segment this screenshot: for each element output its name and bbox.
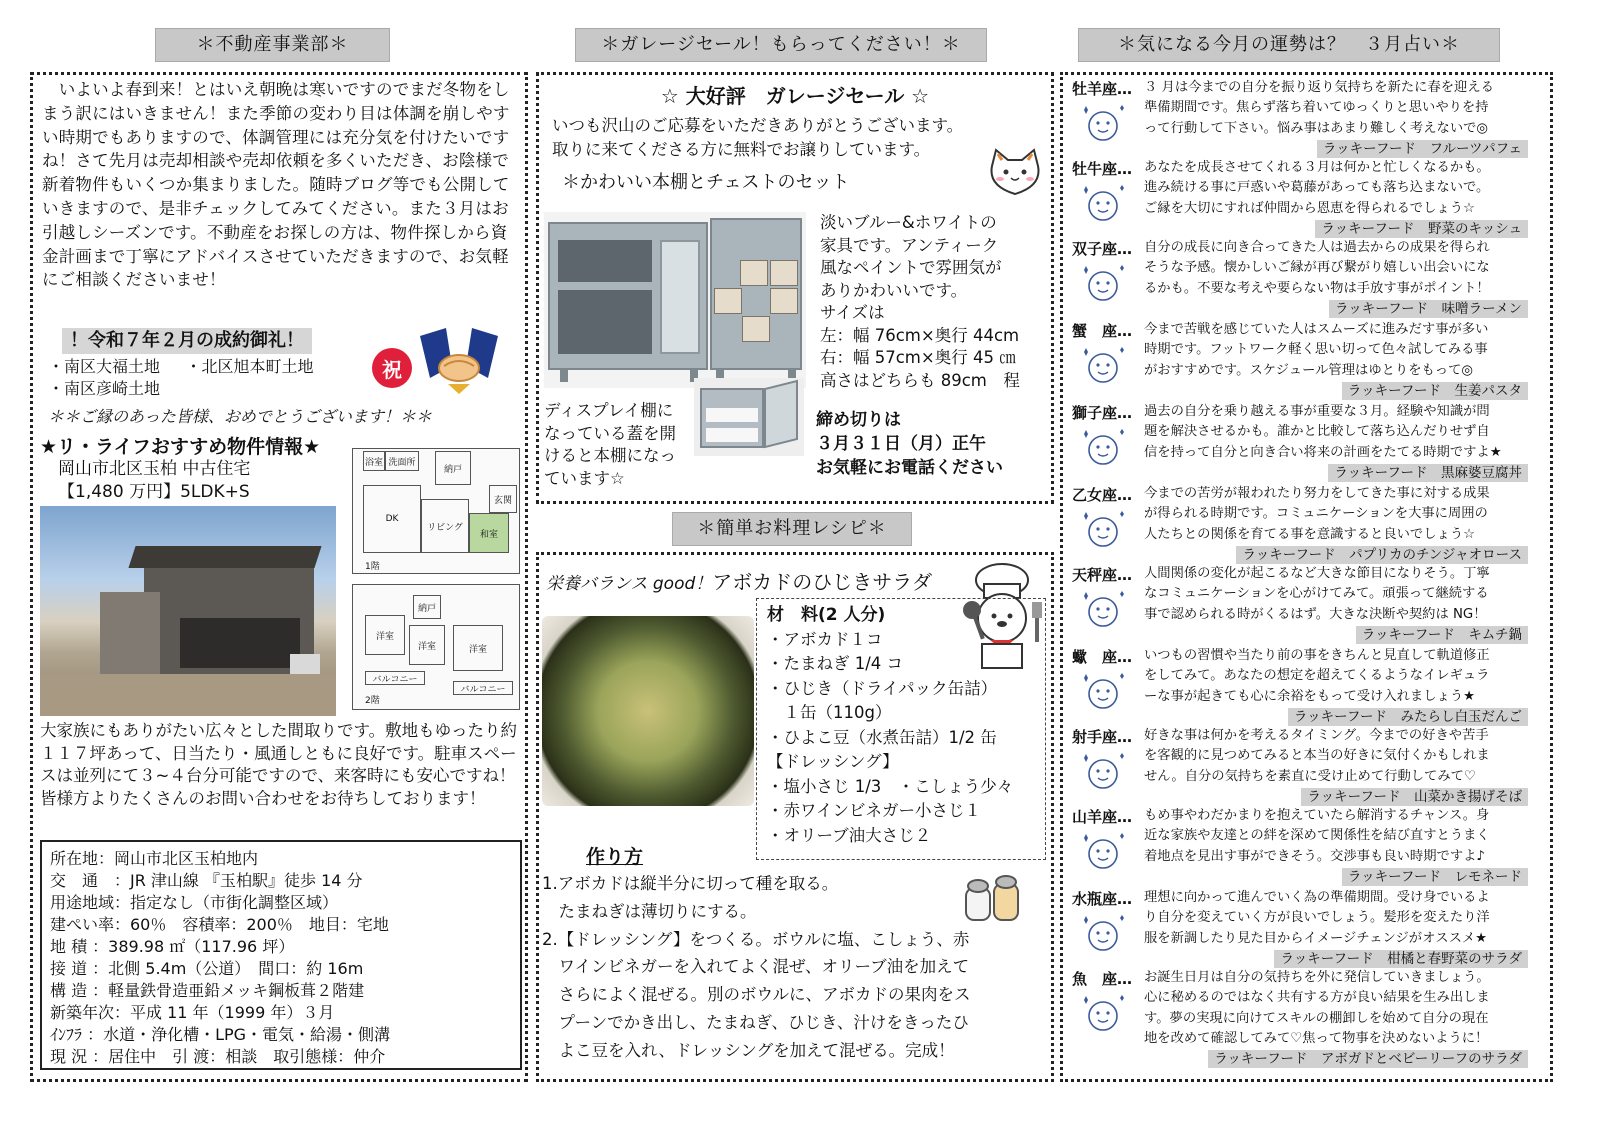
fortune-line: ３ 月は今までの自分を振り返り気持ちを新たに春を迎える [1144,80,1494,95]
taurus-icon [1078,182,1128,228]
property-title: ★リ・ライフおすすめ物件情報★ [40,436,321,458]
lucky-food: ラッキーフード フルーツパフェ [1317,140,1528,158]
sign-name: 蠍 座… [1072,648,1133,666]
intro-line: 取りに来てくださる方に無料でお譲りしています。 [552,140,931,159]
sign-fortune [1144,564,1536,625]
sign-name: 射手座… [1072,728,1133,746]
step-line: よこ豆を入れ、ドレッシングを加えて混ぜる。完成！ [542,1040,955,1060]
fortune-line: そうな予感。懐かしいご縁が再び繋がり嬉しい出会いにな [1144,260,1490,276]
sagittarius-icon [1078,750,1128,796]
ingredient: ・ひよこ豆（水煮缶詰）1/2 缶 [767,727,997,747]
sign-fortune [1144,78,1536,139]
horoscope-entry [1062,78,1542,158]
floor1-label: 1階 [365,562,380,572]
detail-line: 構 造 ：軽量鉄骨造亜鉛メッキ鋼板葺２階建 [50,981,365,1000]
ingredients-title: 材 料(2 人分) [767,605,886,625]
desc-line: サイズは [820,303,885,322]
step-line: たまねぎは薄切りにする。 [542,901,757,921]
desc-line: ありかわいいです。 [820,280,968,300]
detail-line: 交 通 ：JR 津山線 『玉柏駅』徒歩 14 分 [50,871,363,890]
sign-fortune [1144,726,1536,787]
lucky-food: ラッキーフード みたらし白玉だんご [1288,708,1528,726]
fortune-line: 人間関係の変化が起こるなど大きな節目になりそう。丁寧 [1144,566,1490,581]
horoscope-entry [1062,484,1542,564]
fortune-line: す。夢の実現に向けてスキルの棚卸しを始めて自分の現在 [1144,1010,1489,1026]
plan-room: DK [363,485,421,553]
ingredient: ・オリーブ油大さじ２ [767,825,932,845]
fortune-line: を客観的に見つめてみると本当の好きに気付くかもしれま [1144,748,1490,764]
fortune-line: って行動して下さい。悩み事はあまり難しく考えないで◎ [1144,120,1489,136]
horoscope-entry [1062,564,1542,644]
celebration-badge-icon [372,348,412,388]
lucky-food: ラッキーフード キムチ鍋 [1356,626,1528,644]
horoscope-entry [1062,968,1542,1068]
salad-photo [542,616,754,806]
step-line: さらによく混ぜる。別のボウルに、アボカドの果肉をス [542,985,971,1005]
horoscope-entry [1062,402,1542,482]
fortune-line: がおすすめです。スケジュール管理はゆとりをもって◎ [1144,362,1473,378]
fortune-line: 着地点を見出す事ができそう。交渉事も良い時期ですよ♪ [1144,848,1485,864]
plan-room: 玄関 [489,485,517,513]
step-line: 2.【ドレッシング】をつくる。ボウルに塩、こしょう、赤 [542,929,970,949]
fortune-line: 今まで苦戦を感じていた人はスムーズに進みだす事が多い [1144,322,1489,337]
scorpio-icon [1078,670,1128,716]
sign-name: 双子座… [1072,240,1133,258]
sign-fortune [1144,320,1536,381]
virgo-icon [1078,508,1128,554]
note-line: けると本棚になっ [544,446,676,465]
fortune-line: 進み続ける事に戸惑いや葛藤があっても落ち込まないで。 [1144,180,1490,196]
fortune-line: 準備期間です。焦らず落ち着いてゆっくりと思いやりを持 [1144,100,1489,116]
sign-name: 牡羊座… [1072,80,1133,98]
capricorn-icon [1078,830,1128,876]
ingredient: ・赤ワインビネガー小さじ１ [767,801,982,820]
horoscope-entry [1062,726,1542,806]
intro-line: いつも沢山のご応募をいただきありがとうございます。 [552,116,964,135]
fortune-line: をしてみて。あなたの想定を超えてくるようなイレギュラ [1144,668,1490,684]
deal-item: ・南区彦崎土地 [48,379,161,398]
aries-icon [1078,102,1128,148]
sign-fortune [1144,806,1536,867]
celebration-mark: 祝 [382,357,402,382]
plan-room: 洋室 [409,625,445,665]
desc-line: 左：幅 76cm×奥行 44cm [820,325,1020,345]
pisces-icon [1078,992,1128,1038]
detail-line: 用途地域：指定なし（市街化調整区域） [50,893,339,912]
libra-icon [1078,588,1128,634]
desc-line: 右：幅 57cm×奥行 45 ㎝ [820,348,1016,367]
deal-item: ・北区旭本町土地 [185,357,314,376]
plan-room: 和室 [469,513,509,553]
sign-fortune [1144,646,1536,707]
cancer-icon [1078,344,1128,390]
detail-line: ｲﾝﾌﾗ ：水道・浄化槽・LPG・電気・給湯・側溝 [50,1025,391,1044]
detail-line: 所在地：岡山市北区玉柏地内 [50,849,259,868]
sign-fortune [1144,238,1536,299]
sign-fortune [1144,968,1536,1049]
floor-plan-2f [352,584,520,710]
deal-list [48,356,378,400]
fortune-line: 近な家族や友達との絆を深めて関係性を結び直すとうまく [1144,828,1490,844]
ingredient: ・たまねぎ 1/4 コ [767,654,904,673]
house-photo [40,506,336,716]
detail-line: 現 況 ：居住中 引 渡：相談 取引態様：仲介 [50,1047,386,1066]
handshake-icon [418,326,500,396]
lucky-food: ラッキーフード 柑橘と春野菜のサラダ [1274,950,1528,968]
fortune-line: 人たちとの関係を育てる事を意識すると良いでしょう☆ [1144,526,1476,542]
ingredient: ・ひじき（ドライパック缶詰） [767,678,998,698]
leo-icon [1078,426,1128,472]
fortune-line: るかも。不要な考えや要らない物は手放す事がポイント！ [1144,280,1490,296]
fortune-line: せん。自分の気持ちを素直に受け止めて行動してみて♡ [1144,768,1476,784]
fortune-line: り自分を変えていく方が良いでしょう。髪形を変えたり洋 [1144,910,1490,926]
sign-name: 蟹 座… [1072,322,1133,340]
plan-room: 納戸 [435,451,471,485]
sign-name: 獅子座… [1072,404,1133,422]
recipe-title [546,566,932,595]
plan-room: 浴室 [363,451,385,471]
detail-line: 地 積 ：389.98 ㎡（117.96 坪） [50,937,295,956]
deals-badge [62,328,312,354]
fortune-line: 好きな事は何かを考えるタイミング。今までの好きや苦手 [1144,728,1489,743]
fortune-line: 自分の成長に向き合ってきた人は過去からの成果を得られ [1144,240,1490,255]
sign-name: 天秤座… [1072,566,1133,584]
lucky-food: ラッキーフード アボガドとベビーリーフのサラダ [1208,1050,1528,1068]
fortune-line: あなたを成長させてくれる３月は何かと忙しくなるかも。 [1144,160,1490,175]
ingredient: １缶（110g） [767,703,892,722]
sign-fortune [1144,158,1536,219]
horoscope-entry [1062,646,1542,726]
recipe-title-tag: 栄養バランス good！ [546,574,713,594]
deadline-line: お気軽にお電話ください [816,458,1003,478]
plan-room: 納戸 [413,595,441,619]
recipe-header: ＊簡単お料理レシピ＊ [672,512,912,546]
fortune-line: 信を持って自分と向き合い将来の計画をたてる時期ですよ★ [1144,444,1502,460]
furniture-description [820,212,1050,392]
plan-room: リビング [421,499,469,553]
step-line: 1.アボカドは縦半分に切って種を取る。 [542,874,839,893]
fortune-line: 今までの苦労が報われたり努力をしてきた事に対する成果 [1144,486,1490,501]
aquarius-icon [1078,912,1128,958]
fortune-line: なコミュニケーションを心がけてみて。頑張って継続する [1144,586,1489,602]
horoscope-entry [1062,320,1542,400]
plan-room: バルコニー [453,681,513,695]
floor2-label: 2階 [365,696,380,706]
fortune-line: 地を改めて確認してみて♡焦って物事を決めないように！ [1144,1030,1489,1046]
plan-room: 洋室 [453,625,503,671]
note-line: ディスプレイ棚に [544,401,674,420]
realestate-header: ＊不動産事業部＊ [155,28,390,62]
display-shelf-photo [694,378,804,456]
fortune-line: ーな事が起きても心に余裕をもって受け入れましょう★ [1144,688,1476,704]
fortune-line: 時期です。フットワーク軽く思い切って色々試してみる事 [1144,342,1488,358]
recipe-title-main: アボカドのひじきサラダ [712,570,933,594]
lucky-food: ラッキーフード 野菜のキッシュ [1315,220,1528,238]
step-line: ワインビネガーを入れてよく混ぜ、オリーブ油を加えて [542,957,970,977]
sign-name: 乙女座… [1072,486,1133,504]
ingredient: ・アボカド１コ [767,629,883,649]
horoscope-entry [1062,806,1542,886]
sign-name: 牡牛座… [1072,160,1133,178]
property-details [40,840,522,1070]
garage-sale-title: ☆ 大好評 ガレージセール ☆ [660,84,930,108]
cat-icon [984,146,1046,200]
fortune-line: 理想に向かって進んでいく為の準備期間。受け身でいるよ [1144,890,1490,905]
fortune-line: もめ事やわだかまりを抱えていたら解消するチャンス。身 [1144,808,1490,823]
lucky-food: ラッキーフード レモネード [1342,868,1528,886]
floor-plan-1f [352,448,520,574]
sign-name: 魚 座… [1072,970,1133,988]
fortune-line: 題を解決させるかも。誰かと比較して落ち込んだりせず自 [1144,424,1490,440]
deals-badge-label: ！令和７年２月の成約御礼！ [62,328,312,354]
desc-line: 風なペイントで雰囲気が [820,258,1002,277]
ingredients-box [756,598,1046,860]
plan-room: 洋室 [365,615,405,655]
horoscope-entry [1062,888,1542,968]
gemini-icon [1078,262,1128,308]
plan-room: バルコニー [365,671,425,685]
plan-room: 洗面所 [385,451,419,471]
step-line: プーンでかき出し、たまねぎ、ひじき、汁けをきったひ [542,1012,969,1032]
note-line: ています☆ [544,468,625,488]
sign-fortune [1144,402,1536,463]
sign-name: 山羊座… [1072,808,1133,826]
fortune-line: お誕生日月は自分の気持ちを外に発信していきましょう。 [1144,970,1490,985]
lucky-food: ラッキーフード 生姜パスタ [1342,382,1528,400]
property-description: 大家族にもありがたい広々とした間取りです。敷地もゆったり約１１７坪あって、日当たり・風通しともに良好です。駐車スペースは並列にて３~４台分可能ですので、来客時にも安心ですね！皆様方よりたくさんのお問い合わせをお待ちしております！ [40,721,518,808]
fortune-line: 事で認められる時がくるはず。大きな決断や契約は NG！ [1144,606,1487,622]
horoscope-header: ＊気になる今月の運勢は？ ３月占い＊ [1078,28,1500,62]
desc-line: 高さはどちらも 89cm 程 [820,370,1020,390]
sign-fortune [1144,888,1536,949]
display-shelf-note [544,400,694,490]
garage-sale-header: ＊ガレージセール！もらってください！＊ [575,28,987,62]
deadline-line: 締め切りは [816,410,901,430]
deadline-line: ３月３１日（月）正午 [816,434,986,454]
horoscope-entry [1062,238,1542,318]
desc-line: 淡いブルー&ホワイトの [820,213,997,232]
desc-line: 家具です。アンティーク [820,235,999,255]
detail-line: 新築年次：平成 11 年（1999 年）３月 [50,1003,335,1022]
fortune-line: 心に秘めるのではなく共有する方が良い結果を生み出しま [1144,990,1490,1006]
lucky-food: ラッキーフード パプリカのチンジャオロース [1236,546,1528,564]
deadline [816,408,1003,480]
method-steps [542,870,1052,1065]
fortune-line: が得られる時期です。コミュニケーションを大事に周囲の [1144,506,1488,522]
furniture-photo [544,212,806,388]
lucky-food: ラッキーフード 味噌ラーメン [1329,300,1528,318]
garage-sale-item: ＊かわいい本棚とチェストのセット [562,172,850,193]
deal-item: ・南区大福土地 [48,357,161,376]
sign-fortune [1144,484,1536,545]
sign-name: 水瓶座… [1072,890,1133,908]
fortune-line: ご縁を大切にすれば仲間から恩恵を得られるでしょう☆ [1144,200,1475,216]
note-line: なっている蓋を開 [544,423,676,443]
horoscope-entry [1062,158,1542,238]
fortune-line: いつもの習慣や当たり前の事をきちんと見直して軌道修正 [1144,648,1490,663]
fortune-line: 過去の自分を乗り越える事が重要な３月。経験や知識が問 [1144,404,1490,419]
detail-line: 建ぺい率：60％ 容積率：200％ 地目：宅地 [50,915,389,934]
detail-line: 接 道 ：北側 5.4m（公道） 間口：約 16m [50,959,364,978]
lucky-food: ラッキーフード 山菜かき揚げそば [1301,788,1528,806]
garage-sale-intro [552,114,1022,162]
congrats-text: ＊＊ご縁のあった皆様、おめでとうございます！＊＊ [48,407,432,426]
property-price: 【1,480 万円】5LDK+S [58,482,250,502]
ingredient: 【ドレッシング】 [767,752,899,771]
realestate-intro: いよいよ春到来！とはいえ朝晩は寒いですのでまだ冬物をしまう訳にはいきません！また季節の変わり目は体調を崩しやすい時期でもありますので、体調管理には充分気を付けたいですね！さて先月は売却相談や売却依頼を多くいただき、お陰様で新着物件もいくつか集まりました。随時ブログ等でも公開していきますので、是非チェックしてみてください。また３月はお引越しシーズンです。不動産をお探しの方は、物件探しから資金計画まで丁寧にアドバイスさせていただきますので、お気軽にご相談くださいませ！ [42,80,510,290]
lucky-food: ラッキーフード 黒麻婆豆腐丼 [1328,464,1528,482]
fortune-line: 服を新調したり見た目からイメージチェンジがオススメ★ [1144,930,1488,946]
method-title: 作り方 [586,846,644,868]
ingredient: ・塩小さじ 1/3 ・こしょう少々 [767,776,1014,796]
property-location: 岡山市北区玉柏 中古住宅 [58,459,251,479]
